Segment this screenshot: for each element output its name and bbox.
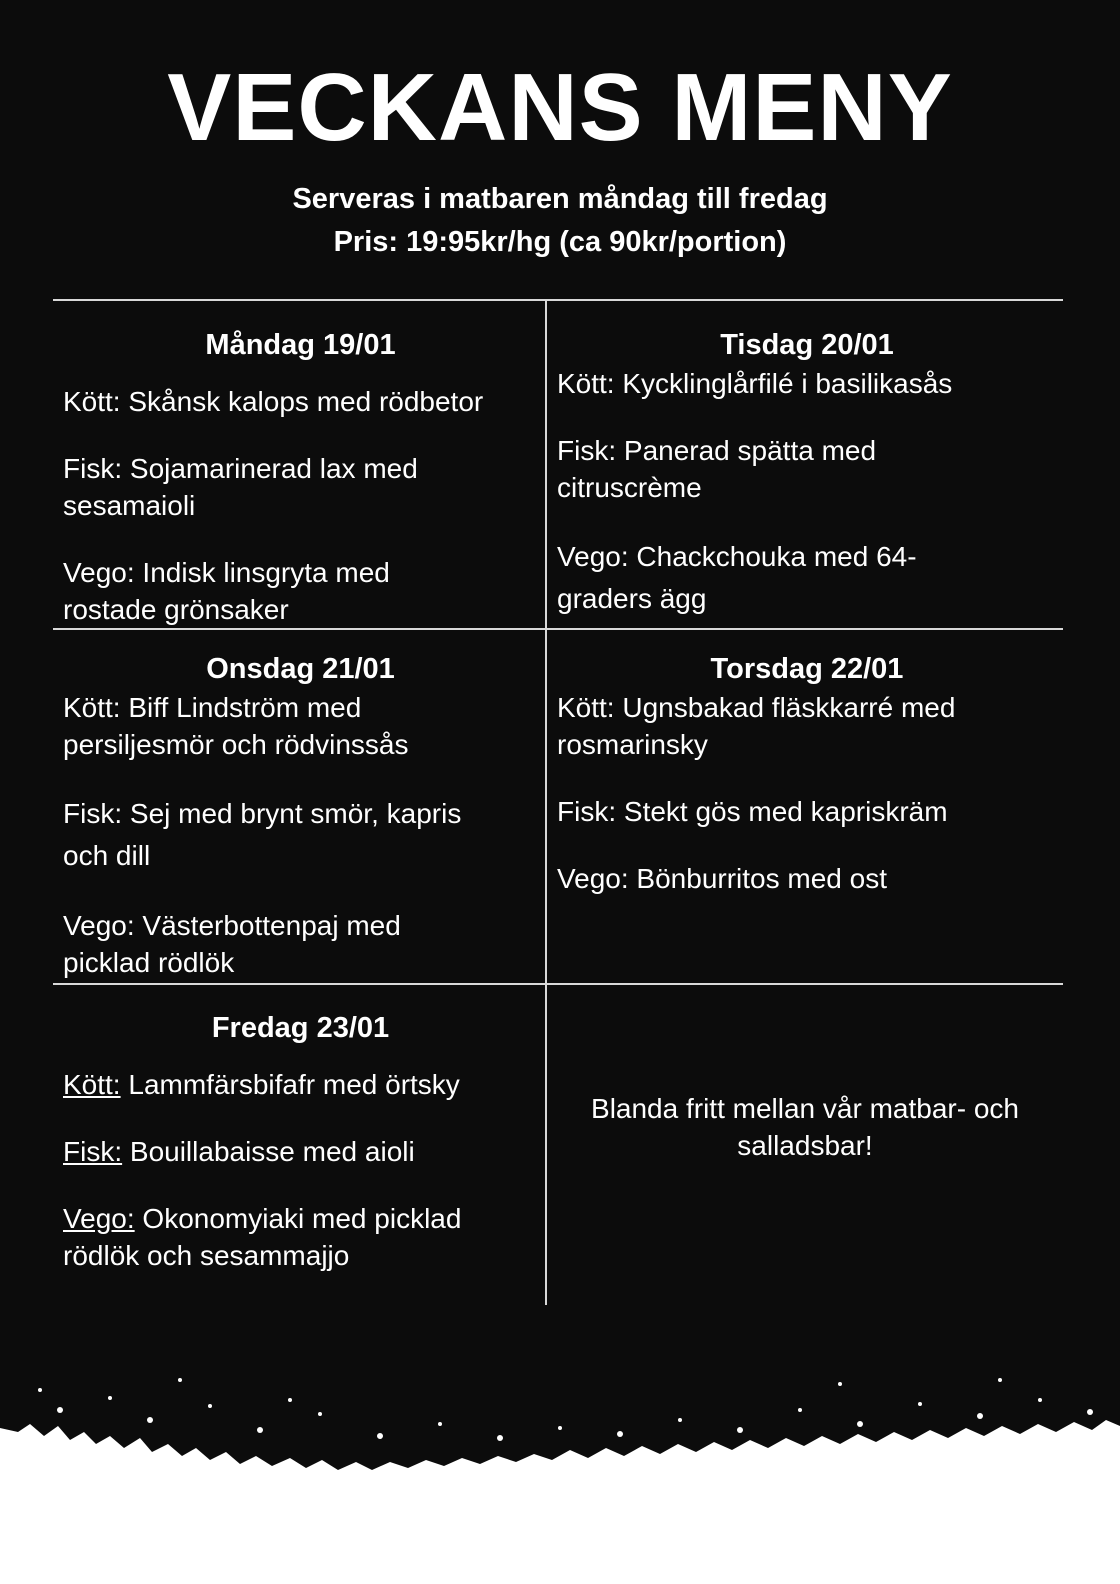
veg-dish	[63, 907, 483, 981]
meat-dish	[63, 689, 483, 763]
price-info: Pris: 19:95kr/hg (ca 90kr/portion)	[333, 226, 787, 258]
meat-dish	[63, 1066, 538, 1103]
mix-freely-note: Blanda fritt mellan vår matbar- och salladsbar!	[591, 1093, 1019, 1161]
grid-rule-row2	[53, 983, 1063, 985]
meat-label: Kött:	[63, 386, 121, 417]
grid-rule-top	[53, 299, 1063, 301]
page-title: VECKANS MENY	[167, 54, 953, 161]
meat-dish-text: Biff Lindström med persiljesmör och rödvinssås	[63, 692, 409, 760]
meat-dish	[63, 383, 538, 420]
meat-label: Kött:	[63, 692, 121, 723]
day-cell-thursday	[557, 651, 1057, 897]
fish-dish	[557, 432, 957, 506]
veg-dish-text: Västerbottenpaj med picklad rödlök	[63, 910, 401, 978]
day-heading: Fredag 23/01	[211, 1012, 390, 1044]
fish-dish-text: Sej med brynt smör, kapris och dill	[63, 798, 462, 871]
veg-label: Vego:	[557, 863, 629, 894]
veg-dish-text: Chackchouka med 64-graders ägg	[557, 541, 917, 614]
day-heading: Torsdag 22/01	[710, 653, 904, 685]
meat-dish-text: Lammfärsbifafr med örtsky	[128, 1069, 460, 1100]
grid-rule-row1	[53, 628, 1063, 630]
fish-dish	[63, 1133, 538, 1170]
meat-dish-text: Skånsk kalops med rödbetor	[128, 386, 484, 417]
fish-dish	[63, 793, 508, 877]
fish-dish-text: Stekt gös med kapriskräm	[623, 796, 948, 827]
veg-label: Vego:	[63, 1203, 135, 1234]
fish-label: Fisk:	[557, 796, 617, 827]
serving-info: Serveras i matbaren måndag till fredag	[292, 183, 828, 215]
meat-label: Kött:	[63, 1069, 121, 1100]
veg-dish-text: Indisk linsgryta med rostade grönsaker	[63, 557, 390, 625]
meat-label: Kött:	[557, 368, 615, 399]
veg-dish	[63, 554, 483, 628]
fish-label: Fisk:	[63, 798, 123, 829]
veg-label: Vego:	[63, 557, 135, 588]
veg-dish-text: Okonomyiaki med picklad rödlök och sesammajjo	[63, 1203, 462, 1271]
fish-dish	[557, 793, 1057, 830]
veg-label: Vego:	[63, 910, 135, 941]
fish-dish-text: Panerad spätta med citruscrème	[557, 435, 877, 503]
meat-dish	[557, 365, 1057, 402]
grunge-ground-decoration	[0, 1340, 1120, 1584]
day-cell-tuesday	[557, 327, 1057, 620]
day-cell-monday	[63, 327, 538, 628]
fish-label: Fisk:	[63, 453, 123, 484]
veg-dish	[557, 860, 1057, 897]
grid-divider	[545, 299, 547, 1305]
veg-dish-text: Bönburritos med ost	[636, 863, 887, 894]
subtitle	[0, 178, 1120, 264]
meat-dish-text: Ugnsbakad fläskkarré med rosmarinsky	[557, 692, 956, 760]
fish-dish-text: Sojamarinerad lax med sesamaioli	[63, 453, 418, 521]
fish-label: Fisk:	[63, 1136, 123, 1167]
fish-dish-text: Bouillabaisse med aioli	[129, 1136, 415, 1167]
fish-label: Fisk:	[557, 435, 617, 466]
veg-label: Vego:	[557, 541, 629, 572]
meat-label: Kött:	[557, 692, 615, 723]
day-heading: Måndag 19/01	[205, 329, 396, 361]
meat-dish-text: Kycklinglårfilé i basilikasås	[622, 368, 953, 399]
fish-dish	[63, 450, 483, 524]
veg-dish	[557, 536, 977, 620]
veg-dish	[63, 1200, 528, 1274]
day-cell-wednesday	[63, 651, 538, 981]
day-heading: Onsdag 21/01	[206, 653, 395, 685]
day-heading: Tisdag 20/01	[720, 329, 894, 361]
meat-dish	[557, 689, 1017, 763]
day-cell-friday	[63, 1010, 538, 1274]
